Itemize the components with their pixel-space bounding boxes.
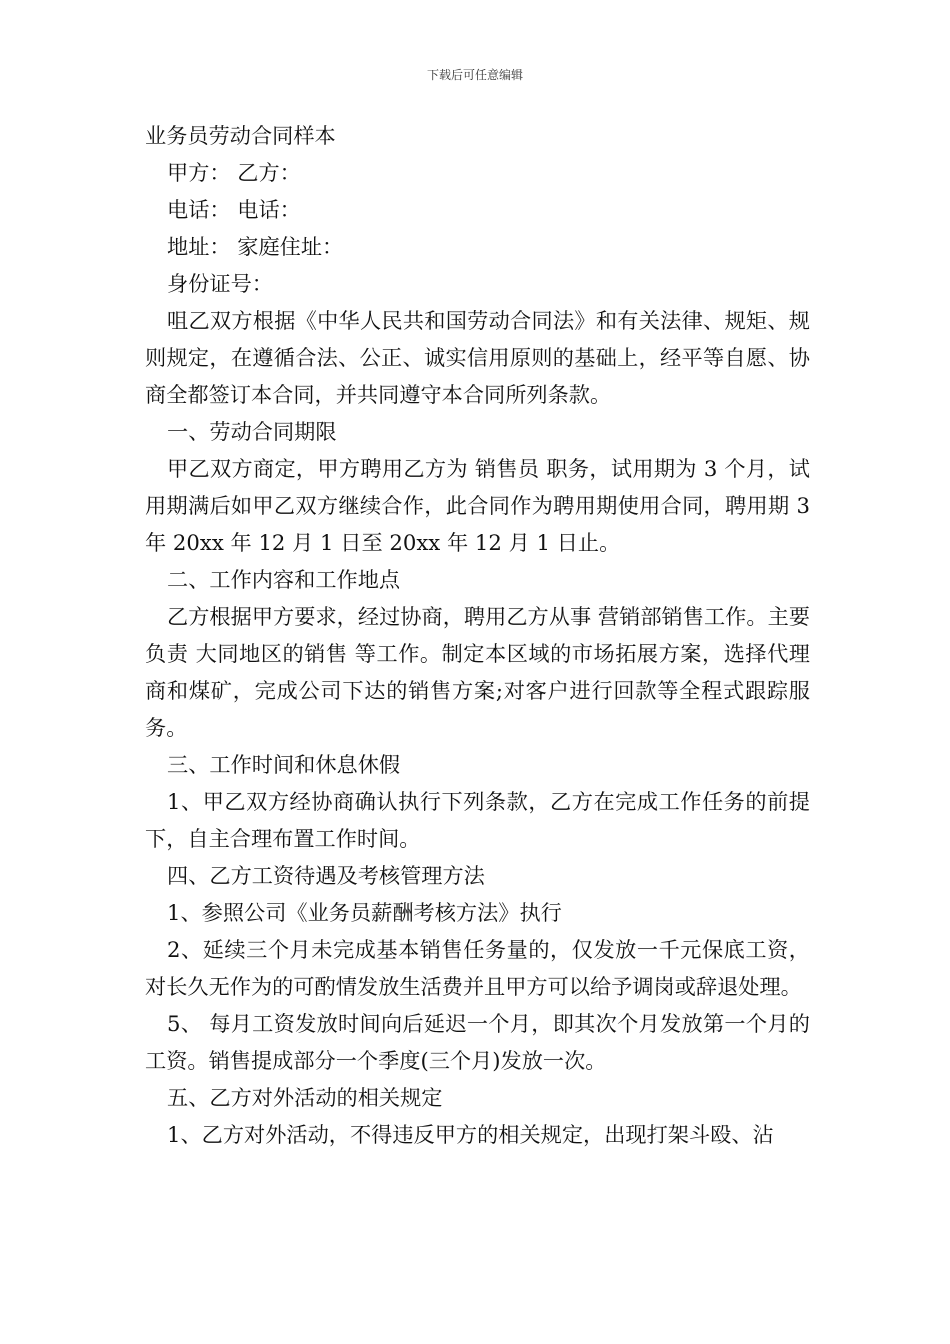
- party-line: 甲方： 乙方：: [167, 160, 301, 185]
- section-item-5-1: 1、乙方对外活动，不得违反甲方的相关规定，出现打架斗殴、沾: [167, 1122, 774, 1147]
- document-title: 业务员劳动合同样本: [145, 123, 336, 148]
- section-heading-1: 一、劳动合同期限: [167, 419, 337, 444]
- section-heading-2: 二、工作内容和工作地点: [167, 567, 401, 592]
- id-number-line: 身份证号：: [167, 271, 273, 296]
- section-heading-5: 五、乙方对外活动的相关规定: [167, 1085, 443, 1110]
- preamble-paragraph: 咀乙双方根据《中华人民共和国劳动合同法》和有关法律、规矩、规则规定，在遵循合法、公正、诚实信用原则的基础上，经平等自愿、协商全都签订本合同，并共同遵守本合同所列条款。: [145, 308, 810, 407]
- section-paragraph-2: 乙方根据甲方要求，经过协商，聘用乙方从事 营销部销售工作。主要负责 大同地区的销售 等工作。制定本区域的市场拓展方案，选择代理商和煤矿，完成公司下达的销售方案;对客户进行回款等全程式跟踪服务。: [145, 604, 810, 740]
- document-body: [145, 117, 810, 1153]
- section-paragraph-1: 甲乙双方商定，甲方聘用乙方为 销售员 职务，试用期为 3 个月，试用期满后如甲乙双方继续合作，此合同作为聘用期使用合同，聘用期 3 年 20xx 年 12 月 1 日至 20xx 年 12 月 1 日止。: [145, 456, 810, 555]
- section-heading-4: 四、乙方工资待遇及考核管理方法: [167, 863, 485, 888]
- section-heading-3: 三、工作时间和休息休假: [167, 752, 401, 777]
- address-line: 地址： 家庭住址：: [167, 234, 344, 259]
- phone-line: 电话： 电话：: [167, 197, 301, 222]
- section-item-4-2: 2、延续三个月未完成基本销售任务量的，仅发放一千元保底工资，对长久无作为的可酌情发放生活费并且甲方可以给予调岗或辞退处理。: [145, 937, 810, 999]
- section-paragraph-3: 1、甲乙双方经协商确认执行下列条款，乙方在完成工作任务的前提下，自主合理布置工作时间。: [145, 789, 810, 851]
- section-item-4-1: 1、参照公司《业务员薪酬考核方法》执行: [167, 900, 562, 925]
- section-item-4-5: 5、 每月工资发放时间向后延迟一个月，即其次个月发放第一个月的工资。销售提成部分一个季度(三个月)发放一次。: [145, 1011, 810, 1073]
- header-note: 下载后可任意编辑: [426, 68, 523, 82]
